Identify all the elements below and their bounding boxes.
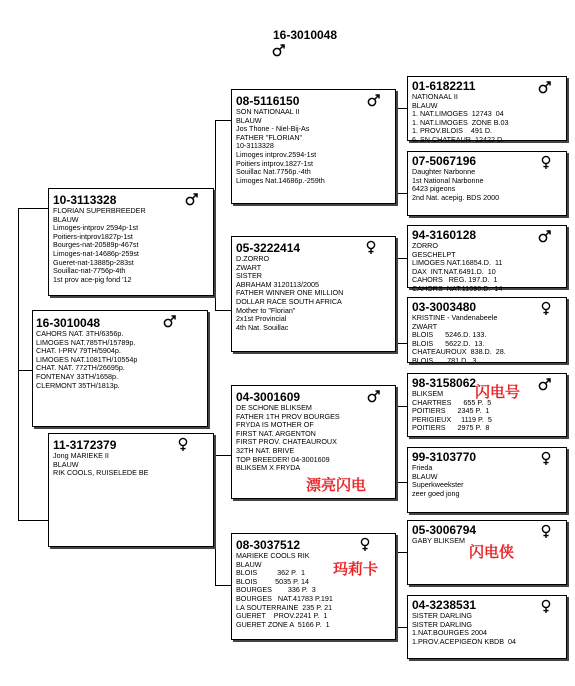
info-line: BLIKSEM X FRYDA [236, 463, 301, 473]
info-line: CHATEAUROUX 838.D. 28. [412, 347, 506, 357]
info-line: 1.NAT.BOURGES 2004 [412, 628, 487, 638]
info-line: Poitiers-intprov1827p-1st [53, 231, 133, 241]
info-line: Jong MARIEKE II [53, 451, 109, 460]
info-line: 1. NAT.LIMOGES 12743 04 [412, 109, 504, 119]
connector-line [397, 258, 407, 259]
info-line: 10-3113328 [236, 141, 274, 151]
info-line: 2nd Nat. acepig. BDS 2000 [412, 192, 500, 202]
male-symbol-icon [367, 93, 381, 107]
ring-number: 08-3037512 [236, 538, 301, 552]
info-line: PERIGIEUX 1119 P. 5 [412, 414, 492, 424]
info-line: SISTER DARLING [412, 611, 472, 620]
connector-line [397, 406, 407, 407]
info-line: SON NATIONAAL II [236, 107, 300, 116]
info-line: SISTER [236, 271, 262, 281]
info-line: BLOIS 5622.D. 13. [412, 338, 485, 348]
info-line: FATHER 1TH PROV BOURGES [236, 411, 340, 421]
male-symbol-icon [185, 192, 199, 206]
connector-line [397, 343, 407, 344]
info-line: BLOIS 362 P. 1 [236, 568, 305, 578]
ring-number: 03-3003480 [412, 300, 477, 314]
ring-number: 05-3006794 [412, 523, 477, 537]
male-symbol-icon [538, 229, 552, 243]
dam-dam-dam-card [407, 595, 567, 659]
info-line: ABRAHAM 3120113/2005 [236, 279, 319, 289]
connector-line [397, 406, 398, 482]
info-line: CAHORS NAT. 3TH/6356p. [36, 329, 124, 338]
male-symbol-icon [538, 377, 552, 391]
female-symbol-icon [540, 301, 552, 316]
info-line: LIMOGES NAT.1081TH/10554p [36, 354, 138, 364]
ring-number: 01-6182211 [412, 79, 476, 93]
connector-line [215, 310, 231, 311]
info-line: FATHER WINNER ONE MILLION [236, 288, 344, 298]
ring-number: 05-3222414 [236, 241, 301, 255]
info-line: Superkweekster [412, 480, 464, 490]
female-symbol-icon [177, 437, 189, 452]
info-line: BLAUW [236, 559, 262, 569]
ring-number: 98-3158062 [412, 376, 477, 390]
info-line: Jos Thone - Niel-Bij-As [236, 124, 310, 134]
dam-dam-card [231, 533, 396, 640]
female-symbol-icon [540, 155, 552, 170]
info-line: 6. SN CHATEAUR 12422 D. [412, 134, 505, 144]
connector-line [397, 482, 407, 483]
sire-dam-sire-card [407, 225, 567, 293]
info-line: GESCHELPT [412, 249, 456, 259]
info-line: D.ZORRO [236, 254, 270, 263]
dam-sire-dam-card [407, 447, 567, 513]
connector-line [18, 208, 19, 520]
info-line: LA SOUTERRAINE 235 P. 21 [236, 602, 333, 612]
info-line: GUERET ZONE A 5166 P. 1 [236, 619, 330, 629]
info-line: CAHORS REG. 197.D. 1 [412, 275, 498, 285]
male-symbol-icon [367, 389, 381, 403]
connector-line [397, 108, 407, 109]
annotation-dd: 玛莉卡 [333, 560, 379, 578]
annotation-ds: 漂亮闪电 [306, 476, 367, 494]
info-line: FLORIAN SUPERBREEDER [53, 206, 146, 215]
info-line: POITIERS 2975 P. 8 [412, 423, 490, 433]
info-line: LIMOGES NAT.16854.D. 11 [412, 258, 503, 268]
info-line: FIRST NAT. ARGENTON [236, 428, 316, 438]
info-line: DAX INT.NAT.6491.D. 10 [412, 266, 496, 276]
info-line: Souillac-nat-7756p-4th [53, 266, 126, 276]
female-symbol-icon [540, 451, 552, 466]
info-line: CLERMONT 35TH/1813p. [36, 380, 120, 390]
info-line: ZWART [412, 321, 438, 331]
info-line: zeer goed jong [412, 488, 460, 498]
info-line: FIRST PROV. CHATEAUROUX [236, 437, 337, 447]
info-line: DOLLAR RACE SOUTH AFRICA [236, 296, 342, 306]
info-line: FRYDA IS MOTHER OF [236, 420, 314, 430]
connector-line [18, 520, 48, 521]
ring-number: 10-3113328 [53, 193, 117, 207]
info-line: MARIEKE COOLS RIK [236, 551, 310, 560]
female-symbol-icon [540, 524, 552, 539]
female-symbol-icon [359, 537, 371, 552]
ring-number: 99-3103770 [412, 450, 477, 464]
info-line: Gueret-nat-13885p-283st [53, 257, 134, 267]
info-line: BLOIS 5035 P. 14 [236, 576, 309, 586]
info-line: 1st prov ace-pig fond '12 [53, 274, 132, 284]
connector-line [397, 193, 407, 194]
info-line: BLOIS 781.D. 3. [412, 355, 479, 365]
sire-dam-dam-card [407, 297, 567, 363]
info-line: BLAUW [412, 100, 438, 110]
info-line: 4th Nat. Souillac [236, 322, 289, 332]
info-line: 6423 pigeons [412, 184, 456, 194]
connector-line [397, 258, 398, 343]
info-line: BOURGES NAT.41783 P.191 [236, 593, 333, 603]
info-line: FATHER "FLORIAN" [236, 132, 303, 142]
ring-number: 04-3238531 [412, 598, 477, 612]
female-symbol-icon [365, 240, 377, 255]
info-line: Limoges Nat.14686p.-259th [236, 175, 325, 185]
info-line: Limoges-nat-14686p-259st [53, 248, 139, 258]
info-line: GUERET PROV.2241 P. 1 [236, 611, 328, 621]
connector-line [18, 208, 48, 209]
annotation-dss: 闪电号 [475, 383, 521, 401]
info-line: BLIKSEM [412, 389, 444, 398]
info-line: BOURGES 336 P. 3 [236, 585, 316, 595]
info-line: CHAT. NAT. 772TH/26695p. [36, 363, 125, 373]
info-line: NATIONAAL II [412, 92, 458, 101]
info-line: ZWART [236, 262, 262, 272]
info-line: 1st National Narbonne [412, 175, 484, 185]
info-line: LIMOGES NAT.785TH/15789p. [36, 337, 136, 347]
connector-line [215, 120, 231, 121]
connector-line [397, 108, 398, 193]
sire-dam-card [231, 236, 396, 352]
ring-number: 11-3172379 [53, 438, 117, 452]
info-line: Daughter Narbonne [412, 167, 476, 176]
info-line: 1.PROV.ACEPIGEON KBDB 04 [412, 636, 516, 646]
info-line: 1. NAT.LIMOGES ZONE B.03 [412, 117, 509, 127]
male-symbol-icon [272, 43, 286, 62]
connector-line [215, 455, 216, 585]
info-line: CAHORS NAT.11090.D. 14 [412, 283, 503, 293]
info-line: POITIERS 2345 P. 1 [412, 406, 490, 416]
info-line: KRISTINE - Vandenabeele [412, 313, 498, 322]
info-line: Limoges intprov.2594-1st [236, 149, 317, 159]
info-line: 1. PROV.BLOIS 491 D. [412, 126, 493, 136]
info-line: TOP BREEDER! 04-3001609 [236, 454, 330, 464]
info-line: CHAT. I-PRV 79TH/5904p. [36, 346, 121, 356]
subject-pigeon-card [32, 310, 208, 427]
info-line: RIK COOLS, RUISELEDE BE [53, 468, 149, 478]
sire-sire-card [231, 89, 396, 204]
sire-card [48, 188, 214, 296]
info-line: BLAUW [236, 115, 262, 125]
connector-line [397, 552, 398, 627]
info-line: DE SCHONE BLIKSEM [236, 403, 312, 412]
male-symbol-icon [538, 80, 552, 94]
info-line: Bourges-nat-20589p-467st [53, 240, 139, 250]
info-line: 32TH NAT. BRIVE [236, 445, 295, 455]
connector-line [215, 120, 216, 310]
info-line: BLAUW [412, 471, 438, 481]
sire-sire-dam-card [407, 151, 567, 216]
info-line: SISTER DARLING [412, 619, 472, 629]
info-line: BLAUW [53, 214, 79, 224]
connector-line [215, 455, 231, 456]
sire-sire-sire-card [407, 76, 567, 144]
info-line: Mother to "Florian" [236, 305, 296, 315]
connector-line [18, 370, 32, 371]
female-symbol-icon [540, 599, 552, 614]
ring-number: 16-3010048 [36, 316, 101, 330]
info-line: 2x1st Provincial [236, 314, 287, 324]
info-line: Frieda [412, 463, 433, 472]
ring-number: 07-5067196 [412, 154, 477, 168]
dam-card [48, 433, 214, 547]
info-line: Poitiers intprov.1827-1st [236, 158, 313, 168]
connector-line [215, 585, 231, 586]
info-line: CHARTRES 655 P. 5 [412, 397, 492, 407]
ring-number: 08-5116150 [236, 94, 300, 108]
ring-number: 04-3001609 [236, 390, 301, 404]
pedigree-title: 16-3010048 [272, 28, 338, 42]
info-line: Limoges-intprov 2594p-1st [53, 223, 139, 233]
info-line: BLAUW [53, 459, 79, 469]
male-symbol-icon [163, 314, 177, 328]
annotation-dds: 闪电侠 [469, 543, 515, 561]
connector-line [397, 627, 407, 628]
info-line: BLOIS 5246.D. 133. [412, 330, 487, 340]
ring-number: 94-3160128 [412, 228, 477, 242]
info-line: Souillac Nat.7756p.-4th [236, 167, 311, 177]
info-line: GABY BLIKSEM [412, 536, 465, 545]
connector-line [397, 552, 407, 553]
info-line: FONTENAY 33TH/1658p. [36, 371, 119, 381]
info-line: ZORRO [412, 241, 438, 250]
